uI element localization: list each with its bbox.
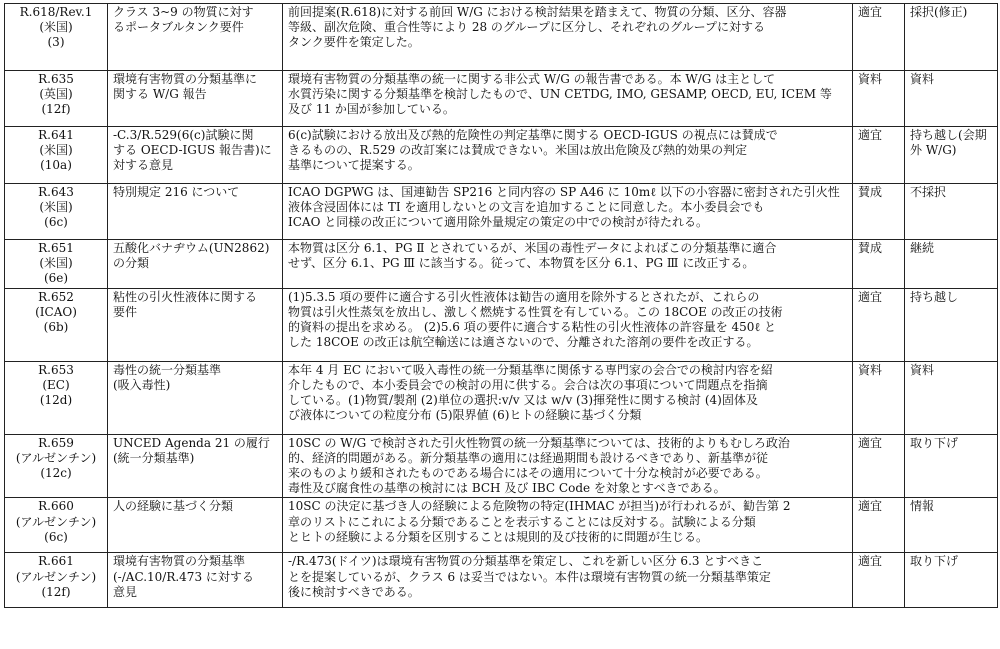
document-reference-line: (アルゼンチン): [15, 569, 97, 584]
document-reference-line: (3): [47, 35, 65, 50]
summary-cell-line: -/R.473(ドイツ)は環境有害物質の分類基準を策定し、これを新しい区分 6.3 とすべきこ: [288, 554, 764, 569]
subject-cell-line: 環境有害物質の分類基準に: [113, 72, 258, 86]
subject-cell: [108, 127, 283, 184]
document-reference-line: (ICAO): [35, 304, 77, 319]
summary-cell-line: とヒトの経験による分類を区別することは規則的及び技術的に問題が生じる。: [288, 529, 709, 544]
document-reference-line: R.660: [38, 499, 74, 514]
document-reference-line: R.643: [38, 185, 74, 199]
summary-cell-line: とを提案しているが、クラス 6 は妥当ではない。本件は環境有害物質の統一分類基準策定: [288, 569, 771, 584]
subject-cell-line: 対する意見: [113, 158, 174, 173]
opinion-cell: 賛成: [853, 240, 905, 289]
opinion-cell: 適宜: [853, 127, 905, 184]
summary-cell-line: 物質は引火性蒸気を放出し、激しく燃焼する性質を有している。この 18COE の改正の技術: [288, 304, 783, 319]
summary-cell-line: 等級、副次危険、重合性等により 28 のグループに区分し、それぞれのグループに対する: [288, 20, 765, 35]
document-reference-line: (12f): [41, 584, 71, 599]
table-row: [5, 184, 998, 240]
subject-cell: [108, 553, 283, 608]
summary-cell: [283, 288, 853, 361]
summary-cell: [283, 71, 853, 127]
subject-cell: [108, 240, 283, 289]
subject-cell-line: する OECD-IGUS 報告書)に: [113, 143, 272, 158]
document-reference-line: R.618/Rev.1: [19, 5, 93, 19]
document-reference-line: R.635: [38, 72, 74, 86]
summary-cell: [283, 361, 853, 434]
document-reference: [5, 288, 108, 361]
document-reference-line: (アルゼンチン): [15, 514, 97, 529]
document-reference-line: (12d): [39, 393, 73, 408]
document-reference-line: (アルゼンチン): [15, 450, 97, 465]
result-cell: [905, 553, 998, 608]
result-cell-line: 持ち越し: [910, 289, 959, 304]
summary-cell-line: 章のリストにこれによる分類であることを表示することには反対する。試験による分類: [288, 514, 756, 529]
subject-cell-line: -C.3/R.529(6(c)試験に関: [113, 128, 254, 142]
document-reference-line: R.659: [38, 435, 74, 450]
opinion-cell: 適宜: [853, 498, 905, 553]
summary-cell-line: 6(c)試験における放出及び熱的危険性の判定基準に関する OECD-IGUS の視点には賛成で: [288, 128, 778, 142]
result-cell: [905, 288, 998, 361]
table-row: [5, 288, 998, 361]
summary-cell-line: 介したもので、本小委員会での検討の用に供する。会合は次の事項について問題点を指摘: [288, 377, 768, 392]
document-reference-line: R.651: [38, 241, 74, 255]
summary-cell-line: (1)5.3.5 項の要件に適合する引火性液体は勧告の適用を除外するとされたが、これらの: [288, 289, 760, 304]
summary-cell-line: 毒性及び腐食性の基準の検討には BCH 及び IBC Code を対象とすべきである。: [288, 481, 726, 496]
summary-cell-line: 本物質は区分 6.1、PG Ⅱ とされているが、米国の毒性データによればこの分類基準に適合: [288, 241, 777, 255]
summary-cell-line: 後に検討すべきである。: [288, 584, 420, 599]
summary-cell-line: せず、区分 6.1、PG Ⅲ に該当する。従って、本物質を区分 6.1、PG Ⅲ に改正する。: [288, 256, 755, 271]
summary-cell-line: 前回提案(R.618)に対する前回 W/G における検討結果を踏まえて、物質の分類、区分、容器: [288, 5, 787, 19]
result-cell: [905, 184, 998, 240]
table-body: [5, 4, 998, 608]
summary-cell-line: ICAO DGPWG は、国連勧告 SP216 と同内容の SP A46 に 10mℓ 以下の小容器に密封された引火性: [288, 185, 840, 199]
subject-cell: [108, 4, 283, 71]
summary-cell-line: 10SC の決定に基づき人の経験による危険物の特定(IHMAC が担当)が行われるが、勧告第 2: [288, 499, 791, 514]
result-cell-line: 情報: [910, 499, 935, 514]
subject-cell-line: 人の経験に基づく分類: [113, 499, 234, 514]
document-reference-line: (6e): [43, 271, 69, 286]
table-row: [5, 434, 998, 498]
result-cell-line: 資料: [910, 362, 935, 377]
document-reference: [5, 4, 108, 71]
subject-cell-line: (-/AC.10/R.473 に対する: [113, 569, 254, 584]
table-row: [5, 361, 998, 434]
opinion-cell: 適宜: [853, 4, 905, 71]
document-reference: [5, 361, 108, 434]
subject-cell-line: の分類: [113, 256, 150, 271]
result-cell: [905, 240, 998, 289]
summary-cell-line: 的資料の提出を求める。 (2)5.6 項の要件に適合する粘性の引火性液体の許容量を 450ℓ と: [288, 320, 776, 335]
opinion-cell: 賛成: [853, 184, 905, 240]
document-reference-line: (米国): [39, 200, 73, 215]
subject-cell: [108, 288, 283, 361]
result-cell: [905, 71, 998, 127]
summary-cell-line: している。(1)物質/製剤 (2)単位の選択:v/v 又は w/v (3)揮発性に関する検討 (4)固体及: [288, 393, 758, 408]
document-reference: [5, 434, 108, 498]
summary-cell: [283, 4, 853, 71]
summary-cell: [283, 240, 853, 289]
subject-cell-line: 毒性の統一分類基準: [113, 362, 222, 377]
subject-cell-line: 粘性の引火性液体に関する: [113, 289, 258, 304]
subject-cell-line: (吸入毒性): [113, 377, 171, 392]
result-cell-line: 持ち越し: [910, 128, 959, 142]
summary-cell: [283, 553, 853, 608]
document-reference-line: R.653: [38, 362, 74, 377]
document-reference: [5, 498, 108, 553]
result-cell: [905, 127, 998, 184]
summary-cell-line: 的、経済的問題がある。新分類基準の適用には経過期間も設けるべきであり、新基準が従: [288, 450, 769, 465]
summary-cell-line: 本年 4 月 EC において吸入毒性の統一分類基準に関係する専門家の会合での検討内容を紹: [288, 362, 773, 377]
document-reference-line: (米国): [39, 143, 73, 158]
result-cell-line: 不採択: [910, 185, 947, 199]
document-reference-line: (12f): [41, 102, 71, 117]
document-reference-line: (6c): [44, 215, 68, 230]
result-cell-line: 取り下げ: [910, 435, 959, 450]
result-cell: [905, 434, 998, 498]
table-row: [5, 71, 998, 127]
result-cell-line: 採択(修正): [910, 5, 968, 19]
proposal-review-table: [4, 3, 998, 608]
subject-cell-line: 五酸化バナヂウム(UN2862): [113, 241, 270, 255]
subject-cell-line: るポータブルタンク要件: [113, 20, 244, 35]
summary-cell-line: 環境有害物質の分類基準の統一に関する非公式 W/G の報告書である。本 W/G は主として: [288, 72, 776, 86]
summary-cell-line: び液体についての粒度分布 (5)限界値 (6)ヒトの経験に基づく分類: [288, 408, 642, 423]
summary-cell-line: 液体含浸固体には TI を適用しないとの文言を追加することに同意した。本小委員会でも: [288, 200, 765, 215]
result-cell-line: (会期外 W/G): [910, 128, 987, 158]
subject-cell: [108, 434, 283, 498]
document-reference-line: R.652: [38, 289, 74, 304]
subject-cell-line: クラス 3~9 の物質に対す: [113, 5, 254, 19]
document-reference: [5, 553, 108, 608]
table-row: [5, 127, 998, 184]
subject-cell-line: 特別規定 216 について: [113, 185, 240, 199]
document-reference: [5, 240, 108, 289]
document-reference-line: (英国): [39, 87, 73, 102]
result-cell-line: 継続: [910, 241, 935, 255]
subject-cell: [108, 498, 283, 553]
opinion-cell: 適宜: [853, 288, 905, 361]
result-cell-line: 取り下げ: [910, 554, 959, 569]
table-row: [5, 553, 998, 608]
document-reference-line: R.641: [38, 128, 74, 142]
document-reference: [5, 71, 108, 127]
document-reference-line: (EC): [42, 377, 70, 392]
subject-cell-line: UNCED Agenda 21 の履行: [113, 435, 270, 450]
subject-cell-line: 意見: [113, 584, 138, 599]
subject-cell-line: 要件: [113, 304, 138, 319]
summary-cell-line: 基準について提案する。: [288, 158, 420, 173]
subject-cell-line: (統一分類基準): [113, 450, 195, 465]
result-cell-line: 資料: [910, 72, 935, 86]
summary-cell: [283, 184, 853, 240]
subject-cell: [108, 71, 283, 127]
summary-cell-line: した 18COE の改正は航空輸送には適さないので、分離された溶剤の要件を改正する。: [288, 335, 759, 350]
subject-cell-line: 関する W/G 報告: [113, 87, 207, 102]
opinion-cell: 適宜: [853, 434, 905, 498]
subject-cell-line: 環境有害物質の分類基準: [113, 554, 246, 569]
result-cell: [905, 498, 998, 553]
result-cell: [905, 4, 998, 71]
document-reference-line: (米国): [39, 20, 73, 35]
document-reference-line: R.661: [38, 554, 74, 569]
opinion-cell: 資料: [853, 361, 905, 434]
table-row: [5, 498, 998, 553]
table-row: [5, 4, 998, 71]
opinion-cell: 適宜: [853, 553, 905, 608]
document-reference: [5, 127, 108, 184]
document-reference-line: (10a): [40, 158, 72, 173]
summary-cell-line: きるものの、R.529 の改訂案には賛成できない。米国は放出危険及び熱的効果の判定: [288, 143, 748, 158]
document-reference-line: (米国): [39, 256, 73, 271]
subject-cell: [108, 361, 283, 434]
result-cell: [905, 361, 998, 434]
summary-cell: [283, 127, 853, 184]
summary-cell-line: 水質汚染に関する分類基準を検討したもので、UN CETDG, IMO, GESAMP, OECD, EU, ICEM 等: [288, 87, 832, 102]
summary-cell-line: ICAO と同様の改正について適用除外量規定の策定の中での検討が待たれる。: [288, 215, 709, 230]
document-reference-line: (12c): [40, 466, 72, 481]
document-reference-line: (6c): [44, 529, 68, 544]
document-reference: [5, 184, 108, 240]
summary-cell-line: 及び 11 か国が参加している。: [288, 102, 455, 117]
summary-cell: [283, 434, 853, 498]
subject-cell: [108, 184, 283, 240]
table-row: [5, 240, 998, 289]
summary-cell: [283, 498, 853, 553]
opinion-cell: 資料: [853, 71, 905, 127]
summary-cell-line: 10SC の W/G で検討された引火性物質の統一分類基準については、技術的よりもむしろ政治: [288, 435, 790, 450]
document-reference-line: (6b): [43, 320, 69, 335]
summary-cell-line: タンク要件を策定した。: [288, 35, 420, 50]
summary-cell-line: 来のものより緩和されたものである場合にはその適用について十分な検討が必要である。: [288, 466, 768, 481]
